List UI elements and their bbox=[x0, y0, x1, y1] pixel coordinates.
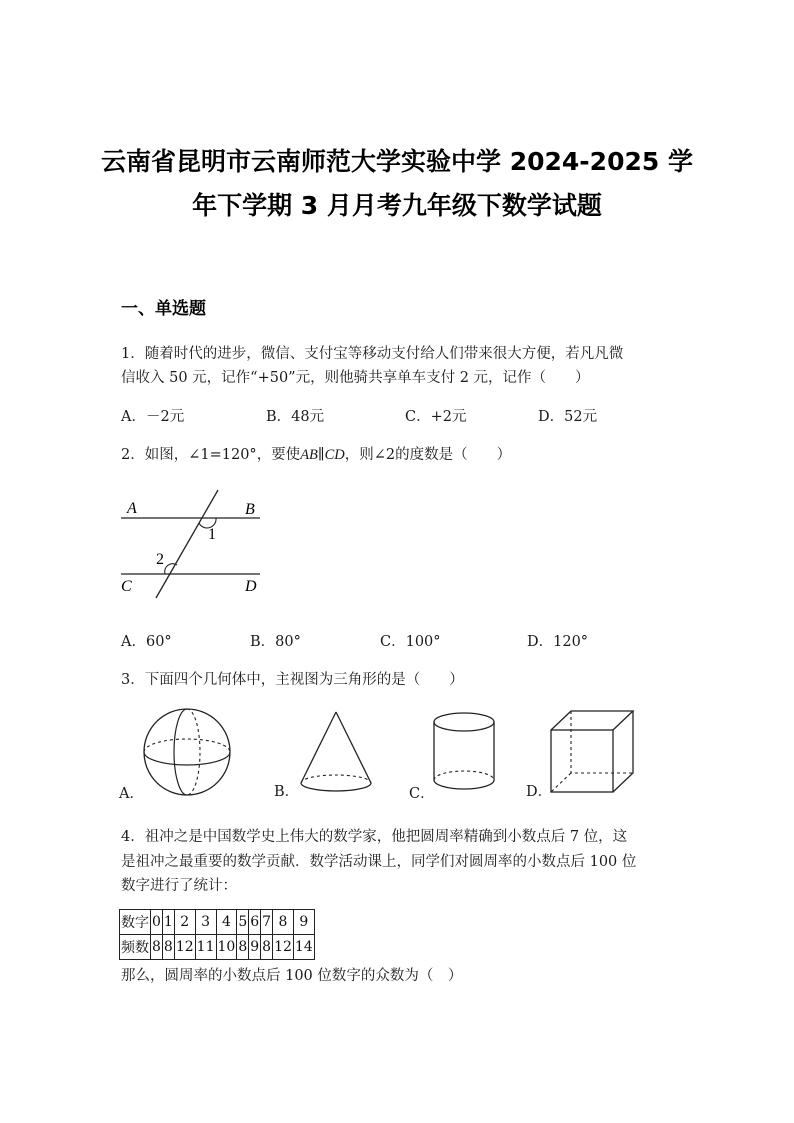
q1-text-line1: 1．随着时代的进步，微信、支付宝等移动支付给人们带来很大方便，若凡凡微 bbox=[121, 346, 624, 362]
q4-text-line3: 数字进行了统计： bbox=[121, 878, 237, 894]
q2-angle1: ∠1=120° bbox=[188, 447, 257, 463]
q2-suffix: ，则∠2的度数是（ ） bbox=[344, 447, 512, 463]
table-cell: 4 bbox=[216, 910, 237, 935]
q1-option-b: B．48元 bbox=[266, 409, 325, 425]
q4-text-line2: 是祖冲之最重要的数学贡献．数学活动课上，同学们对圆周率的小数点后 100 位 bbox=[121, 854, 637, 870]
table-cell: 5 bbox=[237, 910, 249, 935]
q1-option-d: D．52元 bbox=[538, 409, 598, 425]
q4-question-text: 那么，圆周率的小数点后 100 位数字的众数为（ ） bbox=[121, 968, 463, 984]
table-cell: 14 bbox=[293, 935, 314, 960]
table-cell: 9 bbox=[293, 910, 314, 935]
table-cell: 8 bbox=[261, 935, 273, 960]
transversal-line bbox=[156, 490, 218, 598]
table-cell: 10 bbox=[216, 935, 237, 960]
frequency-table bbox=[119, 909, 315, 960]
table-cell: 2 bbox=[174, 910, 195, 935]
table-cell: 9 bbox=[249, 935, 261, 960]
sphere-figure bbox=[140, 704, 238, 800]
table-cell: 频数 bbox=[120, 935, 151, 960]
table-cell: 7 bbox=[261, 910, 273, 935]
cone-figure bbox=[296, 708, 376, 798]
q2-option-b: B．80° bbox=[250, 634, 301, 650]
q1-option-c: C．+2元 bbox=[405, 409, 467, 425]
table-cell: 12 bbox=[174, 935, 195, 960]
document-title-line2: 年下学期 3 月月考九年级下数学试题 bbox=[192, 191, 602, 220]
sphere-outline bbox=[144, 709, 230, 795]
table-cell: 8 bbox=[162, 935, 174, 960]
q3-text: 3．下面四个几何体中，主视图为三角形的是（ ） bbox=[121, 672, 464, 688]
table-cell: 3 bbox=[195, 910, 216, 935]
q2-option-a: A．60° bbox=[121, 634, 172, 650]
table-cell: 8 bbox=[151, 935, 163, 960]
label-angle-2: 2 bbox=[156, 551, 164, 568]
section-heading: 一、单选题 bbox=[121, 299, 206, 319]
cone-base-back bbox=[301, 775, 371, 783]
q4-text-line1: 4．祖冲之是中国数学史上伟大的数学家，他把圆周率精确到小数点后 7 位，这 bbox=[121, 829, 628, 845]
q3-option-a: A． bbox=[119, 786, 144, 802]
cylinder-figure bbox=[430, 708, 500, 798]
label-b: B bbox=[245, 501, 255, 518]
cone-base-front bbox=[301, 783, 371, 791]
table-cell: 12 bbox=[273, 935, 294, 960]
q3-option-c: C． bbox=[409, 786, 435, 802]
parallel-lines-figure bbox=[115, 485, 275, 605]
label-d: D bbox=[245, 578, 257, 595]
label-a: A bbox=[127, 500, 137, 517]
table-row-digits bbox=[120, 910, 315, 935]
table-cell: 8 bbox=[237, 935, 249, 960]
document-title-line1: 云南省昆明市云南师范大学实验中学 2024-2025 学 bbox=[101, 147, 693, 176]
sphere-equator-front bbox=[144, 752, 230, 765]
cylinder-base-front bbox=[434, 780, 494, 789]
q2-parallel: AB∥CD bbox=[300, 447, 345, 463]
q2-text bbox=[121, 443, 511, 464]
q2-option-c: C．100° bbox=[380, 634, 441, 650]
table-cell: 6 bbox=[249, 910, 261, 935]
q2-mid: ，要使 bbox=[256, 447, 301, 463]
sphere-meridian-back bbox=[187, 709, 200, 795]
table-cell: 0 bbox=[151, 910, 163, 935]
table-row-frequency bbox=[120, 935, 315, 960]
table-cell: 1 bbox=[162, 910, 174, 935]
label-c: C bbox=[121, 578, 132, 595]
cube-top-face bbox=[551, 711, 633, 730]
table-cell: 8 bbox=[273, 910, 294, 935]
cylinder-top bbox=[434, 713, 494, 731]
cylinder-base-back bbox=[434, 771, 494, 780]
q3-option-d: D． bbox=[526, 784, 553, 800]
table-cell: 数字 bbox=[120, 910, 151, 935]
cone-right-edge bbox=[336, 712, 371, 783]
q1-text-line2: 信收入 50 元，记作“+50”元，则他骑共享单车支付 2 元，记作（ ） bbox=[121, 370, 590, 386]
label-angle-1: 1 bbox=[208, 526, 216, 543]
table-cell: 11 bbox=[195, 935, 216, 960]
sphere-meridian-front bbox=[174, 709, 187, 795]
cone-left-edge bbox=[301, 712, 336, 783]
cube-hidden-diagonal-edge bbox=[551, 773, 571, 792]
q2-prefix: 2．如图， bbox=[121, 447, 189, 463]
cube-figure bbox=[546, 706, 638, 798]
cube-right-face bbox=[613, 711, 633, 792]
sphere-equator-back bbox=[144, 739, 230, 752]
q2-option-d: D．120° bbox=[527, 634, 589, 650]
q1-option-a: A．－2元 bbox=[121, 409, 185, 425]
q3-option-b: B． bbox=[274, 784, 300, 800]
